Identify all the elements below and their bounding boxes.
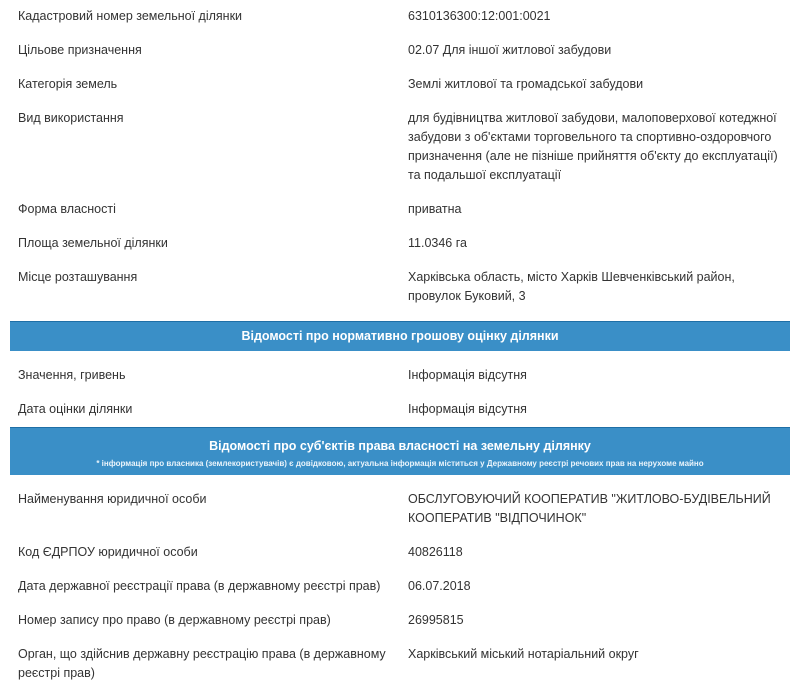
info-row [0,483,800,536]
row-label: Площа земельної ділянки [18,236,168,250]
row-label: Вид використання [18,111,124,125]
row-label: Кадастровий номер земельної ділянки [18,9,243,23]
info-row [0,34,800,68]
info-row [0,570,800,604]
owners-section-title: Відомості про суб'єктів права власності на земельну ділянку [209,439,591,453]
row-label: Код ЄДРПОУ юридичної особи [18,545,198,559]
row-label: Форма власності [18,202,116,216]
valuation-section-header: Відомості про нормативно грошову оцінку ділянки [10,321,790,351]
info-row [0,227,800,261]
row-value: 06.07.2018 [408,579,471,593]
row-label: Місце розташування [18,270,138,284]
info-row [0,68,800,102]
info-row [0,261,800,314]
row-label: Орган, що здійснив державну реєстрацію права (в державному реєстрі прав) [18,647,386,680]
row-label: Цільове призначення [18,43,142,57]
owners-section-note: * інформація про власника (землекористувачів) є довідковою, актуальна інформація міститься у Державному реєстрі речових прав на нерухоме майно [96,459,704,468]
row-value: для будівництва житлової забудови, малоповерхової котеджної забудови з об'єктами торговельного та спортивно-оздоровчого призначення (але не пізніше прийняття об'єкту до експлуатації) та подальшої експлуатації [408,111,778,182]
owners-section [0,483,800,691]
row-label: Дата державної реєстрації права (в державному реєстрі прав) [18,579,381,593]
owners-section-header [10,427,790,475]
row-value: 40826118 [408,545,463,559]
row-value: Харківська область, місто Харків Шевченківський район, провулок Буковий, 3 [408,270,735,303]
row-label: Дата оцінки ділянки [18,402,133,416]
row-value: приватна [408,202,462,216]
info-row [0,359,800,393]
info-row [0,604,800,638]
row-label: Категорія земель [18,77,118,91]
row-value: Інформація відсутня [408,368,527,382]
parcel-section [0,0,800,314]
row-label: Номер запису про право (в державному реєстрі прав) [18,613,331,627]
row-value: Інформація відсутня [408,402,527,416]
row-label: Значення, гривень [18,368,126,382]
info-row [0,393,800,427]
row-value: 26995815 [408,613,464,627]
row-value: 02.07 Для іншої житлової забудови [408,43,612,57]
row-value: 6310136300:12:001:0021 [408,9,551,23]
info-row [0,102,800,193]
info-row [0,193,800,227]
info-row [0,638,800,691]
row-value: ОБСЛУГОВУЮЧИЙ КООПЕРАТИВ "ЖИТЛОВО-БУДІВЕЛЬНИЙ КООПЕРАТИВ "ВІДПОЧИНОК" [408,492,771,525]
row-value: Землі житлової та громадської забудови [408,77,644,91]
valuation-section [0,359,800,427]
row-value: Харківський міський нотаріальний округ [408,647,639,661]
info-row [0,0,800,34]
info-row [0,536,800,570]
row-label: Найменування юридичної особи [18,492,207,506]
row-value: 11.0346 га [408,236,467,250]
